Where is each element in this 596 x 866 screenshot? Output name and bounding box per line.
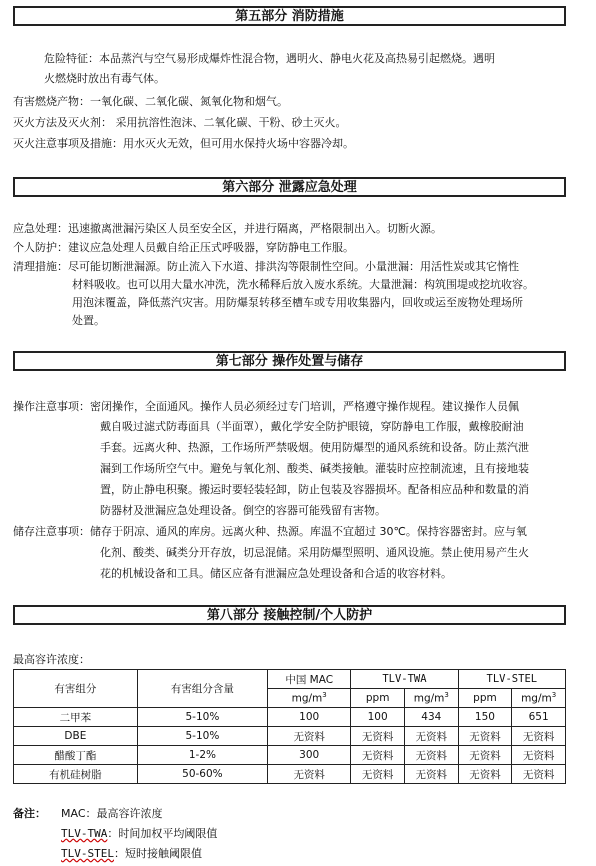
firefighting-precautions: 灭火注意事项及措施：用水灭火无效，但可用水保持火场中容器冷却。 (13, 137, 354, 150)
unit-twa-ppm: ppm (351, 689, 405, 708)
cell-twa-ppm: 100 (351, 708, 405, 727)
storage-line2: 化剂、酸类、碱类分开存放，切忌混储。采用防爆型照明、通风设施。禁止使用易产生火 (100, 546, 529, 559)
cleanup-line3: 用泡沫覆盖，降低蒸汽灾害。用防爆泵转移至槽车或专用收集器内，回收或运至废物处理场所 (72, 296, 523, 309)
cell-stel-mg: 无资料 (512, 746, 566, 765)
extinguishing-method: 灭火方法及灭火剂： 采用抗溶性泡沫、二氧化碳、干粉、砂土灭火。 (13, 116, 347, 129)
hazard-feature-line2: 火燃烧时放出有毒气体。 (44, 72, 165, 85)
hazard-feature-line1: 危险特征：本品蒸汽与空气易形成爆炸性混合物，遇明火、静电火花及高热易引起燃烧。遇明 (44, 52, 495, 65)
section-6-header: 第六部分 泄露应急处理 (13, 177, 566, 197)
cell-mac: 300 (268, 746, 351, 765)
cell-twa-mg: 无资料 (404, 765, 458, 784)
unit-twa-mg: $mg/m^3$ (404, 689, 458, 708)
cleanup-line2: 材料吸收。也可以用大量水冲洗，洗水稀释后放入废水系统。大量泄漏：构筑围堤或挖坑收容。 (72, 278, 534, 291)
cell-twa-mg: 434 (404, 708, 458, 727)
cell-name: 二甲苯 (14, 708, 138, 727)
cell-twa-ppm: 无资料 (351, 765, 405, 784)
cell-mac: 无资料 (268, 765, 351, 784)
handling-line5: 置，防止静电积聚。搬运时要轻装轻卸，防止包装及容器损坏。配备相应品种和数量的消 (100, 483, 529, 496)
table-row (14, 765, 566, 784)
unit-stel-mg: $mg/m^3$ (512, 689, 566, 708)
cell-stel-ppm: 无资料 (458, 727, 512, 746)
header-tlv-stel: TLV-STEL (458, 670, 565, 689)
emergency-handling: 应急处理：迅速撤离泄漏污染区人员至安全区，并进行隔离，严格限制出入。切断火源。 (13, 222, 442, 235)
table-row (14, 708, 566, 727)
cell-content: 50-60% (137, 765, 267, 784)
note-label: 备注： (13, 807, 46, 820)
handling-line6: 防器材及泄漏应急处理设备。倒空的容器可能残留有害物。 (100, 504, 386, 517)
personal-protection: 个人防护：建议应急处理人员戴自给正压式呼吸器，穿防静电工作服。 (13, 241, 354, 254)
cell-stel-ppm: 150 (458, 708, 512, 727)
exposure-limits-table (13, 669, 566, 784)
header-component: 有害组分 (14, 670, 138, 708)
section-5-header: 第五部分 消防措施 (13, 6, 566, 26)
note-mac: MAC：最高容许浓度 (61, 807, 163, 820)
table-row (14, 727, 566, 746)
cell-twa-mg: 无资料 (404, 746, 458, 765)
cell-twa-ppm: 无资料 (351, 727, 405, 746)
section-7-header: 第七部分 操作处置与储存 (13, 351, 566, 371)
note-stel: TLV-STEL：短时接触阈限值 (61, 847, 202, 860)
note-twa: TLV-TWA：时间加权平均阈限值 (61, 827, 218, 840)
handling-line3: 手套。远离火种、热源，工作场所严禁吸烟。使用防爆型的通风系统和设备。防止蒸汽泄 (100, 441, 529, 454)
storage-line1: 储存注意事项：储存于阴凉、通风的库房。远离火种、热源。库温不宜超过 30℃。保持容器密封。应与氧 (13, 525, 527, 538)
cell-twa-ppm: 无资料 (351, 746, 405, 765)
max-allowable-label: 最高容许浓度： (13, 653, 90, 666)
cell-stel-mg: 无资料 (512, 765, 566, 784)
cell-content: 1-2% (137, 746, 267, 765)
unit-stel-ppm: ppm (458, 689, 512, 708)
cell-content: 5-10% (137, 708, 267, 727)
header-tlv-twa: TLV-TWA (351, 670, 458, 689)
header-content: 有害组分含量 (137, 670, 267, 708)
cell-mac: 100 (268, 708, 351, 727)
handling-line4: 漏到工作场所空气中。避免与氧化剂、酸类、碱类接触。灌装时应控制流速，且有接地装 (100, 462, 529, 475)
cell-name: 醋酸丁酯 (14, 746, 138, 765)
storage-line3: 花的机械设备和工具。储区应备有泄漏应急处理设备和合适的收容材料。 (100, 567, 452, 580)
cell-name: DBE (14, 727, 138, 746)
cleanup-line1: 清理措施：尽可能切断泄漏源。防止流入下水道、排洪沟等限制性空间。小量泄漏：用活性炭或其它惰性 (13, 260, 519, 273)
handling-line1: 操作注意事项：密闭操作，全面通风。操作人员必须经过专门培训，严格遵守操作规程。建议操作人员佩 (13, 400, 519, 413)
cell-stel-ppm: 无资料 (458, 746, 512, 765)
combustion-products: 有害燃烧产物：一氧化碳、二氧化碳、氮氧化物和烟气。 (13, 95, 288, 108)
cleanup-line4: 处置。 (72, 314, 105, 327)
cell-mac: 无资料 (268, 727, 351, 746)
unit-mac: $mg/m^3$ (268, 689, 351, 708)
header-china-mac: 中国 MAC (268, 670, 351, 689)
cell-content: 5-10% (137, 727, 267, 746)
cell-stel-mg: 651 (512, 708, 566, 727)
handling-line2: 戴自吸过滤式防毒面具（半面罩），戴化学安全防护眼镜，穿防静电工作服，戴橡胶耐油 (100, 420, 524, 433)
cell-stel-mg: 无资料 (512, 727, 566, 746)
cell-name: 有机硅树脂 (14, 765, 138, 784)
table-row (14, 746, 566, 765)
section-8-header: 第八部分 接触控制/个人防护 (13, 605, 566, 625)
cell-stel-ppm: 无资料 (458, 765, 512, 784)
cell-twa-mg: 无资料 (404, 727, 458, 746)
